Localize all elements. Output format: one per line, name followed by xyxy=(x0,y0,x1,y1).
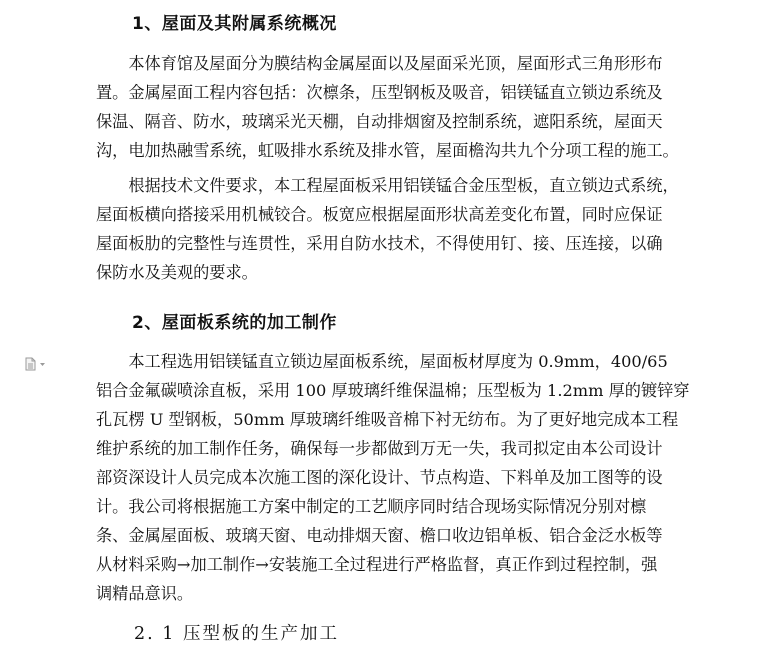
text-line: 铝合金氟碳喷涂直板，采用 100 厚玻璃纤维保温棉；压型板为 1.2mm 厚的镀锌穿 xyxy=(96,381,690,400)
text-line: 维护系统的加工制作任务，确保每一步都做到万无一失，我司拟定由本公司设计 xyxy=(96,439,663,458)
section1-paragraph-2 xyxy=(96,171,726,287)
text-line: 置。金属屋面工程内容包括：次檩条，压型钢板及吸音，铝镁锰直立锁边系统及 xyxy=(96,83,663,102)
section-heading-1: 1、屋面及其附属系统概况 xyxy=(132,14,337,34)
text-line: 部资深设计人员完成本次施工图的深化设计、节点构造、下料单及加工图等的设 xyxy=(96,468,663,487)
document-options-icon[interactable] xyxy=(24,356,50,370)
text-line: 孔瓦楞 U 型钢板，50mm 厚玻璃纤维吸音棉下衬无纺布。为了更好地完成本工程 xyxy=(96,410,679,429)
text-line: 保温、隔音、防水，玻璃采光天棚，自动排烟窗及控制系统，遮阳系统，屋面天 xyxy=(96,112,663,131)
text-line: 本工程选用铝镁锰直立锁边屋面板系统，屋面板材厚度为 0.9mm，400/65 xyxy=(96,352,668,371)
section1-paragraph-1 xyxy=(96,49,726,165)
text-line: 根据技术文件要求，本工程屋面板采用铝镁锰合金压型板，直立锁边式系统， xyxy=(96,176,679,195)
section2-paragraph xyxy=(96,347,726,608)
text-line: 沟，电加热融雪系统，虹吸排水系统及排水管，屋面檐沟共九个分项工程的施工。 xyxy=(96,141,679,160)
text-line: 计。我公司将根据施工方案中制定的工艺顺序同时结合现场实际情况分别对檩 xyxy=(96,497,647,516)
subsection-heading: 2. 1 压型板的生产加工 xyxy=(134,624,339,644)
text-line: 条、金属屋面板、玻璃天窗、电动排烟天窗、檐口收边铝单板、铝合金泛水板等 xyxy=(96,526,663,545)
text-line: 调精品意识。 xyxy=(96,584,194,603)
text-line: 从材料采购→加工制作→安装施工全过程进行严格监督，真正作到过程控制，强 xyxy=(96,555,658,574)
text-line: 屋面板肋的完整性与连贯性，采用自防水技术，不得使用钉、接、压连接，以确 xyxy=(96,234,663,253)
section-heading-2: 2、屋面板系统的加工制作 xyxy=(132,313,337,333)
text-line: 本体育馆及屋面分为膜结构金属屋面以及屋面采光顶，屋面形式三角形形布 xyxy=(96,54,663,73)
text-line: 屋面板横向搭接采用机械铰合。板宽应根据屋面形状高差变化布置，同时应保证 xyxy=(96,205,663,224)
text-line: 保防水及美观的要求。 xyxy=(96,263,258,282)
